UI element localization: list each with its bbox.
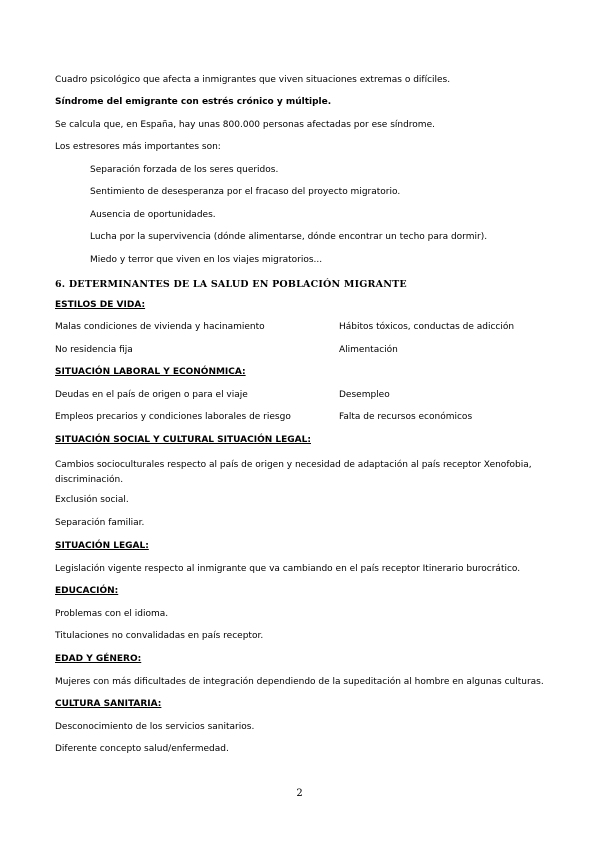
estilos-item: Hábitos tóxicos, conductas de adicción xyxy=(339,322,515,332)
laboral-item: Desempleo xyxy=(339,390,390,400)
estilos-item: Malas condiciones de vivienda y hacinamiento xyxy=(55,322,265,332)
sanitaria-item: Desconocimiento de los servicios sanitarios. xyxy=(55,722,255,732)
stressor-item: Miedo y terror que viven en los viajes migratorios... xyxy=(90,255,323,265)
legal-item: Legislación vigente respecto al inmigrante que va cambiando en el país receptor Itinerario burocrático. xyxy=(55,564,521,574)
educacion-item: Titulaciones no convalidadas en país receptor. xyxy=(55,631,264,641)
laboral-item: Deudas en el país de origen o para el viaje xyxy=(55,390,248,400)
legal-title: SITUACIÓN LEGAL: xyxy=(55,541,149,551)
stressor-item: Ausencia de oportunidades. xyxy=(90,210,216,220)
stressor-item: Separación forzada de los seres queridos. xyxy=(90,165,279,175)
estilos-title: ESTILOS DE VIDA: xyxy=(55,300,146,310)
estimate-text: Se calcula que, en España, hay unas 800.000 personas afectadas por ese síndrome. xyxy=(55,120,435,130)
social-title: SITUACIÓN SOCIAL Y CULTURAL SITUACIÓN LEGAL: xyxy=(55,435,311,445)
stressors-title: Los estresores más importantes son: xyxy=(55,142,221,152)
social-item: Cambios socioculturales respecto al país de origen y necesidad de adaptación al país receptor Xenofobia, discriminación. xyxy=(55,460,532,485)
definition-text: Cuadro psicológico que afecta a inmigrantes que viven situaciones extremas o difíciles. xyxy=(55,75,451,85)
stressor-item: Lucha por la supervivencia (dónde alimentarse, dónde encontrar un techo para dormir). xyxy=(90,232,488,242)
educacion-title: EDUCACIÓN: xyxy=(55,586,119,596)
sanitaria-item: Diferente concepto salud/enfermedad. xyxy=(55,744,229,754)
educacion-item: Problemas con el idioma. xyxy=(55,609,169,619)
syndrome-title: Síndrome del emigrante con estrés crónico y múltiple. xyxy=(55,97,332,107)
edad-item: Mujeres con más dificultades de integración dependiendo de la supeditación al hombre en algunas culturas. xyxy=(55,677,544,687)
social-item: Exclusión social. xyxy=(55,495,129,505)
stressor-item: Sentimiento de desesperanza por el fracaso del proyecto migratorio. xyxy=(90,187,401,197)
laboral-title: SITUACIÓN LABORAL Y ECONÓNMICA: xyxy=(55,367,246,377)
laboral-item: Falta de recursos económicos xyxy=(339,412,473,422)
estilos-item: Alimentación xyxy=(339,345,398,355)
sanitaria-title: CULTURA SANITARIA: xyxy=(55,699,162,709)
page-number: 2 xyxy=(296,788,303,799)
estilos-item: No residencia fija xyxy=(55,345,133,355)
edad-title: EDAD Y GÉNERO: xyxy=(55,654,142,664)
social-item: Separación familiar. xyxy=(55,518,145,528)
laboral-item: Empleos precarios y condiciones laborales de riesgo xyxy=(55,412,291,422)
section-heading: 6. DETERMINANTES DE LA SALUD EN POBLACIÓN MIGRANTE xyxy=(55,279,407,290)
